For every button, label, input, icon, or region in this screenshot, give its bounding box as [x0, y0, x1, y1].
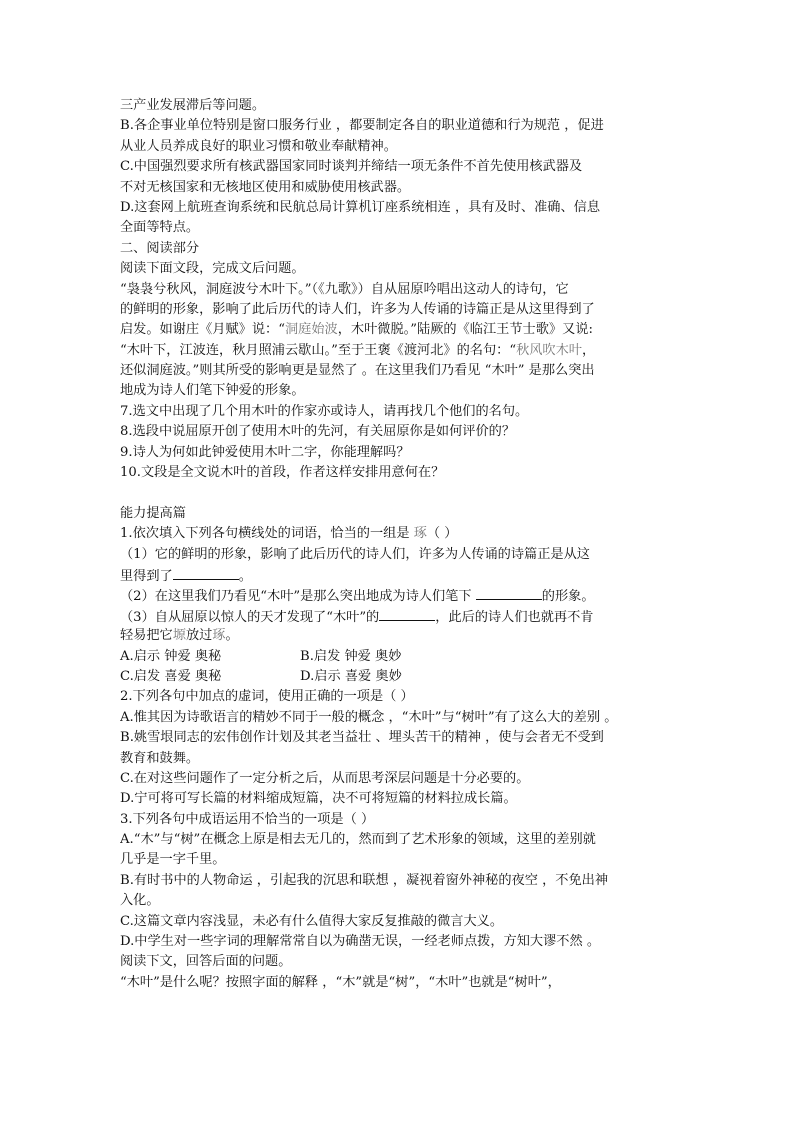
text-line — [120, 626, 680, 646]
text-line: A.“木”与“树”在概念上原是相去无几的，然而到了艺术形象的领域，这里的差别就 — [120, 832, 596, 848]
text-line — [120, 341, 680, 361]
grey-quote: 秋风吹木叶 — [516, 342, 582, 358]
text-line — [120, 565, 680, 585]
text-span: 1.依次填入下列各句横线处的词语，恰当的一组是 — [120, 526, 410, 542]
text-line: （1）它的鲜明的形象，影响了此后历代的诗人们，许多为人传诵的诗篇正是从这 — [120, 546, 590, 562]
question-8: 8.选段中说屈原开创了使用木叶的先河，有关屈原你是如何评价的？ — [120, 424, 516, 440]
text-line — [120, 606, 680, 626]
option-b[interactable]: B.启发 钟爱 奥妙 — [300, 648, 402, 664]
question-1-stem — [120, 524, 680, 544]
question-10: 10.文段是全文说木叶的首段，作者这样安排用意何在？ — [120, 465, 445, 481]
text-line: 教育和鼓舞。 — [120, 750, 200, 766]
text-span: “木叶下，江波连，秋月照浦云歇山。”至于王褒《渡河北》的名句：“ — [120, 342, 517, 358]
text-line: “袅袅兮秋风，洞庭波兮木叶下。”（《九歌》）自从屈原吟唱出这动人的诗句，它 — [120, 281, 569, 297]
text-line: B.有时书中的人物命运 ，引起我的沉思和联想 ，凝视着窗外神秘的夜空 ，不免出神 — [120, 872, 609, 888]
question-2-stem: 2.下列各句中加点的虚词，使用正确的一项是（ ） — [120, 689, 414, 705]
grey-mark: 塬 — [172, 628, 186, 644]
text-line: 几乎是一字千里。 — [120, 852, 226, 868]
text-span: 里得到了 — [120, 568, 173, 584]
text-line: D.这套网上航班查询系统和民航总局计算机订座系统相连 ，具有及时、准确、信息 — [120, 199, 601, 215]
text-line: D.宁可将可写长篇的材料缩成短篇，决不可将短篇的材料拉成长篇。 — [120, 791, 517, 807]
text-span: 放过 — [185, 628, 213, 644]
text-line: C.这篇文章内容浅显，未必有什么值得大家反复推敲的微言大义。 — [120, 913, 504, 929]
text-line: 还似洞庭波。”则其所受的影响更是显然了 。在这里我们乃看见 “木叶” 是那么突出 — [120, 363, 595, 379]
option-d[interactable]: D.启示 喜爱 奥妙 — [300, 668, 402, 684]
section-heading-ability: 能力提高篇 — [120, 505, 186, 521]
text-line: 地成为诗人们笔下钟爱的形象。 — [120, 383, 305, 399]
text-span: 的形象。 — [541, 589, 595, 605]
text-line: 从业人员养成良好的职业习惯和敬业奉献精神。 — [120, 138, 397, 154]
grey-mark: 琢 — [413, 526, 427, 542]
text-line: B.姚雪垠同志的宏伟创作计划及其老当益壮 、埋头苦干的精神 ，使与会者无不受到 — [120, 730, 604, 746]
question-3-stem: 3.下列各句中成语运用不恰当的一项是（ ） — [120, 811, 375, 827]
text-line: 全面等特点。 — [120, 220, 200, 236]
options-row — [120, 667, 680, 687]
questions-2-3 — [120, 687, 680, 993]
text-line — [120, 585, 680, 605]
text-span: 。 — [225, 628, 239, 644]
text-span: 。 — [238, 568, 252, 584]
question-9: 9.诗人为何如此钟爱使用木叶二字，你能理解吗？ — [120, 444, 410, 460]
text-span: 轻易把它 — [120, 628, 173, 644]
text-span: （3）自从屈原以惊人的天才发现了“木叶”的 — [120, 609, 380, 625]
text-line: B.各企事业单位特别是窗口服务行业 ，都要制定各自的职业道德和行为规范 ，促进 — [120, 118, 604, 134]
section-heading-reading: 二、阅读部分 — [120, 240, 200, 256]
text-line: D.中学生对一些字词的理解常常自以为确凿无误，一经老师点拨，方知大谬不然 。 — [120, 934, 601, 950]
text-span: （2）在这里我们乃看见“木叶”是那么突出地成为诗人们笔下 — [120, 589, 476, 605]
document-page — [120, 96, 680, 993]
text-line: 三产业发展滞后等问题。 — [120, 98, 266, 113]
text-line: C.中国强烈要求所有核武器国家同时谈判并缔结一项无条件不首先使用核武器及 — [120, 159, 583, 175]
text-span: ， — [582, 342, 596, 358]
fill-blank-3[interactable] — [379, 606, 435, 621]
question-7: 7.选文中出现了几个用木叶的作家亦或诗人，请再找几个他们的名句。 — [120, 403, 529, 419]
text-line: A.惟其因为诗歌语言的精妙不同于一般的概念 ，“木叶”与“树叶”有了这么大的差别 。 — [120, 709, 618, 725]
spacer — [120, 483, 680, 503]
text-span: ，木叶微脱。”陆厥的《临江王节士歌》又说: — [337, 322, 593, 338]
top-lines — [120, 96, 680, 320]
fill-blank-2[interactable] — [476, 585, 542, 600]
text-line: “木叶”是什么呢？按照字面的解释 ，“木”就是“树”，“木叶”也就是“树叶”， — [120, 974, 561, 990]
grey-mark: 琢 — [212, 628, 226, 644]
grey-quote: 洞庭始波 — [285, 322, 338, 338]
text-line — [120, 320, 680, 340]
text-line: C.在对这些问题作了一定分析之后，从而思考深层问题是十分必要的。 — [120, 770, 530, 786]
option-c[interactable]: C.启发 喜爱 奥秘 — [120, 668, 222, 684]
option-a[interactable]: A.启示 钟爱 奥秘 — [120, 648, 222, 664]
text-line: 入化。 — [120, 893, 160, 909]
text-span: 启发。如谢庄《月赋》说：“ — [120, 322, 285, 338]
text-line: 不对无核国家和无核地区使用和威胁使用核武器。 — [120, 179, 411, 195]
text-line: 阅读下面文段，完成文后问题。 — [120, 261, 305, 277]
text-line: 的鲜明的形象，影响了此后历代的诗人们，许多为人传诵的诗篇正是从这里得到了 — [120, 301, 595, 317]
middle-lines — [120, 361, 680, 483]
text-line: 阅读下文，回答后面的问题。 — [120, 954, 292, 970]
options-row — [120, 647, 680, 667]
answer-paren: （ ） — [426, 526, 458, 542]
fill-blank-1[interactable] — [173, 565, 239, 580]
text-span: ，此后的诗人们也就再不肯 — [435, 609, 594, 625]
